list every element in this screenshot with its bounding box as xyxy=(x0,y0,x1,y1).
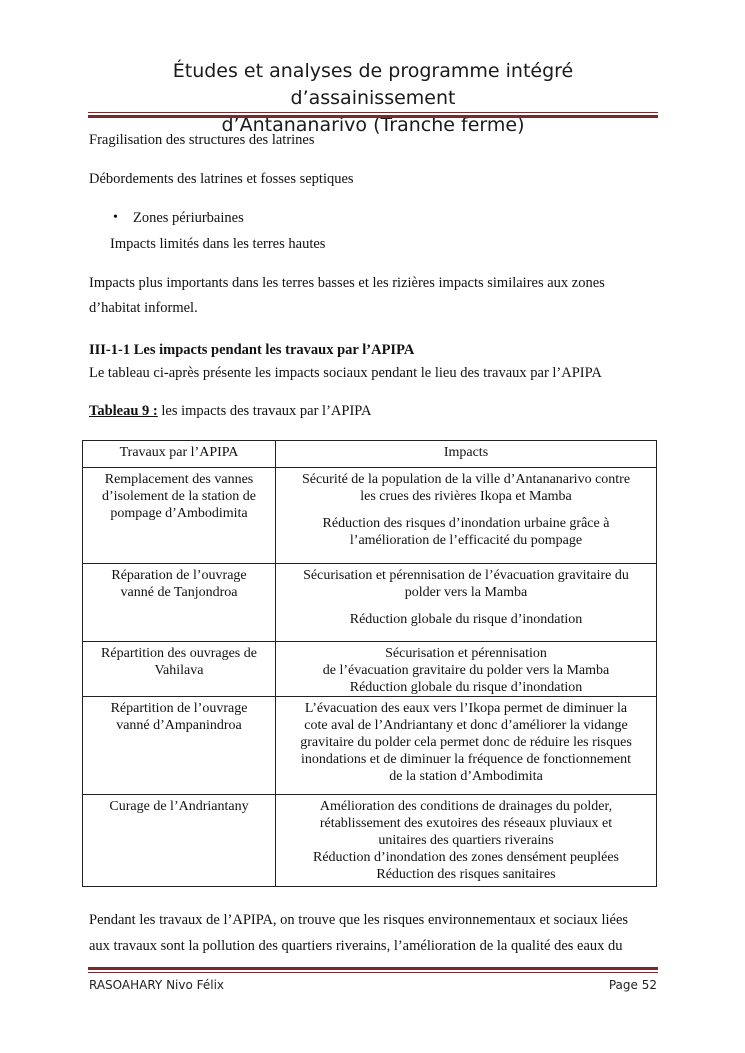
impacts-cell xyxy=(276,697,657,795)
table-row xyxy=(83,697,657,795)
work-cell xyxy=(83,795,276,887)
paragraph-latrines-fragility: Fragilisation des structures des latrines xyxy=(89,132,315,148)
table-caption-text: les impacts des travaux par l’APIPA xyxy=(157,403,372,419)
work-cell xyxy=(83,642,276,697)
work-cell xyxy=(83,564,276,642)
page-header xyxy=(88,58,658,139)
cell-line: vanné d’Ampanindroa xyxy=(116,718,242,733)
table-header-row xyxy=(83,441,657,468)
impacts-cell xyxy=(276,642,657,697)
cell-line: Réduction d’inondation des zones densément peuplées xyxy=(313,850,619,865)
cell-line: de l’évacuation gravitaire du polder vers la Mamba xyxy=(322,663,610,678)
cell-line: gravitaire du polder cela permet donc de réduire les risques xyxy=(300,735,632,750)
cell-line: de la station d’Ambodimita xyxy=(389,769,543,784)
cell-line: Sécurisation et pérennisation de l’évacuation gravitaire du xyxy=(303,568,629,583)
header-rule-thick xyxy=(88,115,658,118)
cell-line: Réduction des risques sanitaires xyxy=(376,867,556,882)
cell-line: Sécurité de la population de la ville d’Antananarivo contre xyxy=(301,472,631,487)
cell-line: Sécurisation et pérennisation xyxy=(385,646,547,661)
cell-line: vanné de Tanjondroa xyxy=(120,585,238,600)
paragraph-impacts-line1: Impacts plus importants dans les terres basses et les rizières impacts similaires aux zones xyxy=(89,275,605,291)
header-rule-thin xyxy=(88,112,658,113)
cell-line: pompage d’Ambodimita xyxy=(110,506,248,521)
cell-line: Répartition des ouvrages de xyxy=(101,646,257,661)
header-title-line2: d’Antananarivo (Tranche ferme) xyxy=(221,114,525,136)
work-cell xyxy=(83,468,276,564)
cell-line: unitaires des quartiers riverains xyxy=(378,833,554,848)
work-cell xyxy=(83,697,276,795)
header-works: Travaux par l’APIPA xyxy=(83,441,276,468)
table-caption-label: Tableau 9 : xyxy=(89,403,158,419)
impacts-table xyxy=(82,440,657,887)
cell-line: Curage de l’Andriantany xyxy=(109,799,249,814)
footer-author: RASOAHARY Nivo Félix xyxy=(89,978,225,992)
paragraph-conclusion-line1: Pendant les travaux de l’APIPA, on trouve que les risques environnementaux et sociaux liées xyxy=(89,912,629,928)
paragraph-overflow: Débordements des latrines et fosses septiques xyxy=(89,171,354,187)
cell-line: cote aval de l’Andriantany et donc d’améliorer la vidange xyxy=(304,718,628,733)
paragraph-impacts-line2: d’habitat informel. xyxy=(89,300,198,316)
bullet-icon: • xyxy=(113,210,118,225)
cell-line: Vahilava xyxy=(154,663,204,678)
cell-line: Réparation de l’ouvrage xyxy=(111,568,247,583)
paragraph-conclusion-line2: aux travaux sont la pollution des quartiers riverains, l’amélioration de la qualité des eaux du xyxy=(89,938,623,954)
cell-line: rétablissement des exutoires des réseaux pluviaux et xyxy=(319,816,613,831)
impacts-cell xyxy=(276,795,657,887)
table-caption xyxy=(89,403,371,420)
cell-line: Amélioration des conditions de drainages du polder, xyxy=(319,799,613,814)
cell-line: Réduction globale du risque d’inondation xyxy=(349,612,583,627)
cell-line: Réduction globale du risque d’inondation xyxy=(349,680,583,695)
table-row xyxy=(83,468,657,564)
footer-rule-thick xyxy=(88,967,658,970)
cell-line: les crues des rivières Ikopa et Mamba xyxy=(360,489,572,504)
cell-line: Répartition de l’ouvrage xyxy=(110,701,248,716)
cell-line: d’isolement de la station de xyxy=(102,489,256,504)
impacts-cell xyxy=(276,468,657,564)
footer-page-number: Page 52 xyxy=(608,978,657,992)
table-row xyxy=(83,564,657,642)
table-row xyxy=(83,795,657,887)
bullet-item-periurban: Zones périurbaines xyxy=(133,210,244,226)
section-intro: Le tableau ci-après présente les impacts sociaux pendant le lieu des travaux par l’APIPA xyxy=(89,365,602,381)
header-title-line1: Études et analyses de programme intégré d’assainissement xyxy=(172,60,574,109)
cell-line: inondations et de diminuer la fréquence de fonctionnement xyxy=(300,752,632,767)
cell-line: L’évacuation des eaux vers l’Ikopa permet de diminuer la xyxy=(304,701,628,716)
cell-line: polder vers la Mamba xyxy=(404,585,528,600)
header-impacts: Impacts xyxy=(276,441,657,468)
bullet-sub-text: Impacts limités dans les terres hautes xyxy=(110,236,326,252)
cell-line: l’amélioration de l’efficacité du pompage xyxy=(349,533,583,548)
table-row xyxy=(83,642,657,697)
cell-line: Remplacement des vannes xyxy=(104,472,254,487)
section-heading: III-1-1 Les impacts pendant les travaux par l’APIPA xyxy=(89,342,415,358)
cell-line: Réduction des risques d’inondation urbaine grâce à xyxy=(322,516,610,531)
impacts-cell xyxy=(276,564,657,642)
footer-rule-thin xyxy=(88,972,658,973)
